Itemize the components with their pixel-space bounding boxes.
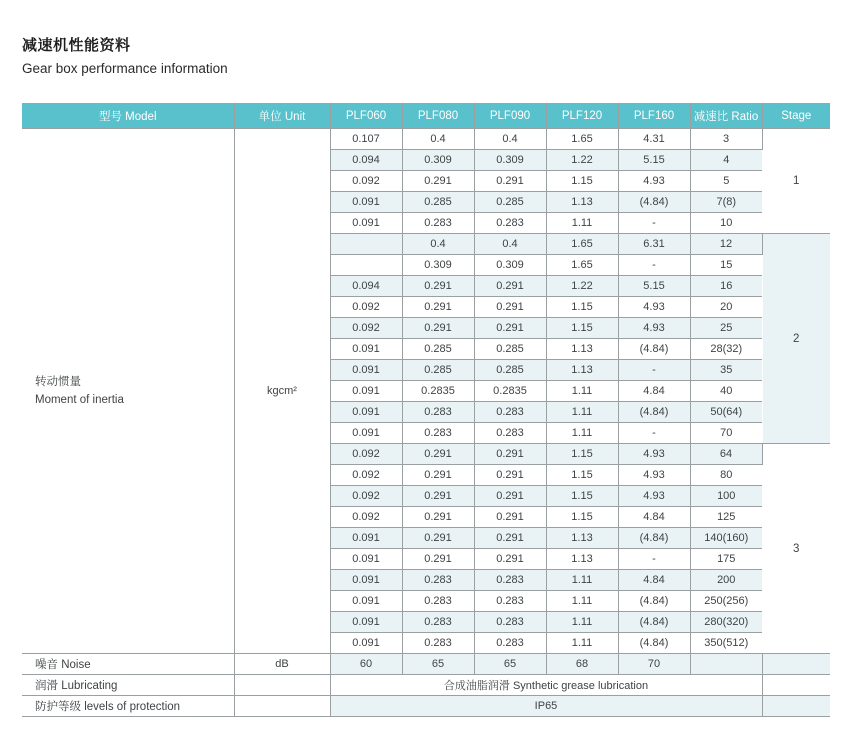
value-cell: 0.092 xyxy=(330,171,402,192)
column-header-6: PLF160 xyxy=(618,103,690,129)
value-cell: 0.283 xyxy=(474,633,546,654)
value-cell: 1.11 xyxy=(546,570,618,591)
value-cell: 1.15 xyxy=(546,465,618,486)
value-cell: 0.091 xyxy=(330,423,402,444)
value-cell: (4.84) xyxy=(618,591,690,612)
value-cell: 1.15 xyxy=(546,444,618,465)
value-cell: 6.31 xyxy=(618,234,690,255)
unit-cell: kgcm² xyxy=(234,129,330,654)
column-header-4: PLF090 xyxy=(474,103,546,129)
ratio-cell: 280(320) xyxy=(690,612,762,633)
value-cell: 1.13 xyxy=(546,360,618,381)
value-cell: 0.309 xyxy=(402,255,474,276)
noise-unit-cell: dB xyxy=(234,654,330,675)
value-cell: 4.31 xyxy=(618,129,690,150)
value-cell: 4.93 xyxy=(618,171,690,192)
lubricating-stage-cell xyxy=(762,675,830,696)
page-title-zh: 减速机性能资料 xyxy=(22,37,131,54)
value-cell: 0.291 xyxy=(474,444,546,465)
value-cell: 1.11 xyxy=(546,402,618,423)
ratio-cell: 200 xyxy=(690,570,762,591)
ratio-cell: 175 xyxy=(690,549,762,570)
value-cell: 0.091 xyxy=(330,381,402,402)
value-cell: - xyxy=(618,213,690,234)
value-cell: 5.15 xyxy=(618,150,690,171)
value-cell: 0.291 xyxy=(474,486,546,507)
value-cell: 0.4 xyxy=(402,234,474,255)
value-cell: 0.283 xyxy=(474,213,546,234)
ratio-cell: 50(64) xyxy=(690,402,762,423)
value-cell: 4.93 xyxy=(618,297,690,318)
inertia-label-zh: 转动惯量 xyxy=(35,375,81,388)
value-cell: 0.291 xyxy=(474,318,546,339)
value-cell: 0.283 xyxy=(402,612,474,633)
value-cell: 0.092 xyxy=(330,486,402,507)
value-cell: - xyxy=(618,549,690,570)
value-cell: 1.15 xyxy=(546,507,618,528)
value-cell: (4.84) xyxy=(618,612,690,633)
value-cell: 0.291 xyxy=(474,507,546,528)
ratio-cell: 64 xyxy=(690,444,762,465)
value-cell: 5.15 xyxy=(618,276,690,297)
value-cell: 1.22 xyxy=(546,276,618,297)
table-row xyxy=(22,675,830,696)
stage-cell: 3 xyxy=(762,444,830,654)
noise-value-cell xyxy=(690,654,762,675)
ratio-cell: 28(32) xyxy=(690,339,762,360)
column-header-7: 减速比 Ratio xyxy=(690,103,762,129)
value-cell: 0.091 xyxy=(330,549,402,570)
protection-unit-cell xyxy=(234,696,330,717)
value-cell: 0.309 xyxy=(402,150,474,171)
value-cell: 0.092 xyxy=(330,297,402,318)
value-cell: 4.93 xyxy=(618,318,690,339)
column-header-1: 单位 Unit xyxy=(234,103,330,129)
value-cell: 0.091 xyxy=(330,339,402,360)
value-cell: 0.309 xyxy=(474,255,546,276)
value-cell: (4.84) xyxy=(618,192,690,213)
ratio-cell: 20 xyxy=(690,297,762,318)
value-cell: 0.4 xyxy=(402,129,474,150)
value-cell: 1.15 xyxy=(546,486,618,507)
value-cell: 0.283 xyxy=(474,570,546,591)
value-cell: 0.094 xyxy=(330,150,402,171)
value-cell: 4.93 xyxy=(618,465,690,486)
value-cell: 0.285 xyxy=(474,360,546,381)
value-cell: 0.285 xyxy=(474,339,546,360)
value-cell: 0.291 xyxy=(402,465,474,486)
value-cell: 0.291 xyxy=(402,276,474,297)
noise-value-cell: 65 xyxy=(402,654,474,675)
value-cell: 0.094 xyxy=(330,276,402,297)
value-cell: 1.65 xyxy=(546,234,618,255)
value-cell: (4.84) xyxy=(618,528,690,549)
ratio-cell: 350(512) xyxy=(690,633,762,654)
value-cell: 0.2835 xyxy=(402,381,474,402)
value-cell: 4.84 xyxy=(618,570,690,591)
ratio-cell: 7(8) xyxy=(690,192,762,213)
column-header-8: Stage xyxy=(762,103,830,129)
ratio-cell: 40 xyxy=(690,381,762,402)
value-cell: 0.283 xyxy=(402,591,474,612)
value-cell: 0.091 xyxy=(330,213,402,234)
gearbox-performance-table xyxy=(22,103,830,717)
noise-value-cell: 70 xyxy=(618,654,690,675)
value-cell: (4.84) xyxy=(618,633,690,654)
column-header-2: PLF060 xyxy=(330,103,402,129)
table-row xyxy=(22,654,830,675)
value-cell: 0.283 xyxy=(474,591,546,612)
column-header-0: 型号 Model xyxy=(22,103,234,129)
value-cell: 1.13 xyxy=(546,549,618,570)
value-cell: 0.291 xyxy=(402,549,474,570)
stage-cell: 2 xyxy=(762,234,830,444)
value-cell: 0.283 xyxy=(402,402,474,423)
value-cell: 0.283 xyxy=(474,423,546,444)
value-cell: (4.84) xyxy=(618,339,690,360)
value-cell: 1.13 xyxy=(546,528,618,549)
value-cell: 0.092 xyxy=(330,465,402,486)
ratio-cell: 12 xyxy=(690,234,762,255)
ratio-cell: 70 xyxy=(690,423,762,444)
noise-value-cell: 68 xyxy=(546,654,618,675)
value-cell: 0.283 xyxy=(402,570,474,591)
value-cell: 1.65 xyxy=(546,255,618,276)
ratio-cell: 10 xyxy=(690,213,762,234)
value-cell: 0.4 xyxy=(474,234,546,255)
value-cell: - xyxy=(618,423,690,444)
value-cell: 0.283 xyxy=(402,423,474,444)
value-cell: 0.4 xyxy=(474,129,546,150)
value-cell: 0.291 xyxy=(474,549,546,570)
value-cell: 0.091 xyxy=(330,360,402,381)
value-cell: - xyxy=(618,360,690,381)
value-cell: 0.291 xyxy=(474,297,546,318)
ratio-cell: 140(160) xyxy=(690,528,762,549)
value-cell: 1.15 xyxy=(546,297,618,318)
ratio-cell: 15 xyxy=(690,255,762,276)
noise-value-cell: 60 xyxy=(330,654,402,675)
lubricating-value-cell: 合成油脂润滑 Synthetic grease lubrication xyxy=(330,675,762,696)
value-cell: 0.283 xyxy=(402,213,474,234)
value-cell: 4.84 xyxy=(618,507,690,528)
ratio-cell: 250(256) xyxy=(690,591,762,612)
value-cell: 1.13 xyxy=(546,192,618,213)
table-row xyxy=(22,129,830,150)
value-cell: 0.285 xyxy=(474,192,546,213)
value-cell: 1.11 xyxy=(546,213,618,234)
value-cell: 0.091 xyxy=(330,633,402,654)
noise-stage-cell xyxy=(762,654,830,675)
value-cell: 0.291 xyxy=(402,318,474,339)
lubricating-label-cell: 润滑 Lubricating xyxy=(22,675,234,696)
value-cell: 0.291 xyxy=(402,171,474,192)
value-cell: 1.11 xyxy=(546,612,618,633)
value-cell: 1.11 xyxy=(546,381,618,402)
value-cell: 1.11 xyxy=(546,591,618,612)
value-cell: 0.092 xyxy=(330,507,402,528)
value-cell xyxy=(330,255,402,276)
ratio-cell: 16 xyxy=(690,276,762,297)
protection-stage-cell xyxy=(762,696,830,717)
ratio-cell: 80 xyxy=(690,465,762,486)
ratio-cell: 3 xyxy=(690,129,762,150)
value-cell: 0.291 xyxy=(474,276,546,297)
value-cell: 1.15 xyxy=(546,171,618,192)
lubricating-unit-cell xyxy=(234,675,330,696)
value-cell: 0.2835 xyxy=(474,381,546,402)
value-cell: 0.291 xyxy=(402,297,474,318)
value-cell: 0.291 xyxy=(402,507,474,528)
value-cell: 0.091 xyxy=(330,570,402,591)
value-cell: 4.93 xyxy=(618,444,690,465)
value-cell: 1.11 xyxy=(546,423,618,444)
inertia-label-en: Moment of inertia xyxy=(35,394,124,406)
value-cell: 0.092 xyxy=(330,318,402,339)
noise-value-cell: 65 xyxy=(474,654,546,675)
value-cell: 0.291 xyxy=(402,444,474,465)
ratio-cell: 125 xyxy=(690,507,762,528)
value-cell: 0.291 xyxy=(402,486,474,507)
value-cell: 4.84 xyxy=(618,381,690,402)
value-cell: 0.291 xyxy=(474,465,546,486)
ratio-cell: 4 xyxy=(690,150,762,171)
value-cell: 0.291 xyxy=(402,528,474,549)
ratio-cell: 100 xyxy=(690,486,762,507)
value-cell: 0.283 xyxy=(474,402,546,423)
value-cell xyxy=(330,234,402,255)
column-header-3: PLF080 xyxy=(402,103,474,129)
value-cell: 0.291 xyxy=(474,171,546,192)
value-cell: 0.283 xyxy=(402,633,474,654)
table-row xyxy=(22,696,830,717)
value-cell: 1.15 xyxy=(546,318,618,339)
value-cell: 0.285 xyxy=(402,192,474,213)
value-cell: 0.091 xyxy=(330,591,402,612)
column-header-5: PLF120 xyxy=(546,103,618,129)
page-title-en: Gear box performance information xyxy=(22,61,228,76)
value-cell: 0.091 xyxy=(330,192,402,213)
table-header-row xyxy=(22,103,830,129)
stage-cell: 1 xyxy=(762,129,830,234)
value-cell: 0.283 xyxy=(474,612,546,633)
value-cell: 0.092 xyxy=(330,444,402,465)
value-cell: 0.285 xyxy=(402,339,474,360)
ratio-cell: 5 xyxy=(690,171,762,192)
title-block xyxy=(22,34,228,76)
value-cell: 0.291 xyxy=(474,528,546,549)
noise-label-cell: 噪音 Noise xyxy=(22,654,234,675)
value-cell: 1.13 xyxy=(546,339,618,360)
value-cell: 1.11 xyxy=(546,633,618,654)
ratio-cell: 25 xyxy=(690,318,762,339)
table-header xyxy=(22,103,830,129)
table-body xyxy=(22,129,830,717)
value-cell: (4.84) xyxy=(618,402,690,423)
protection-label-cell: 防护等级 levels of protection xyxy=(22,696,234,717)
value-cell: 0.091 xyxy=(330,402,402,423)
protection-value-cell: IP65 xyxy=(330,696,762,717)
value-cell: 1.65 xyxy=(546,129,618,150)
value-cell: 0.107 xyxy=(330,129,402,150)
model-cell xyxy=(22,129,234,654)
value-cell: 4.93 xyxy=(618,486,690,507)
value-cell: 0.091 xyxy=(330,612,402,633)
value-cell: 0.091 xyxy=(330,528,402,549)
value-cell: 0.309 xyxy=(474,150,546,171)
ratio-cell: 35 xyxy=(690,360,762,381)
value-cell: 1.22 xyxy=(546,150,618,171)
value-cell: - xyxy=(618,255,690,276)
value-cell: 0.285 xyxy=(402,360,474,381)
